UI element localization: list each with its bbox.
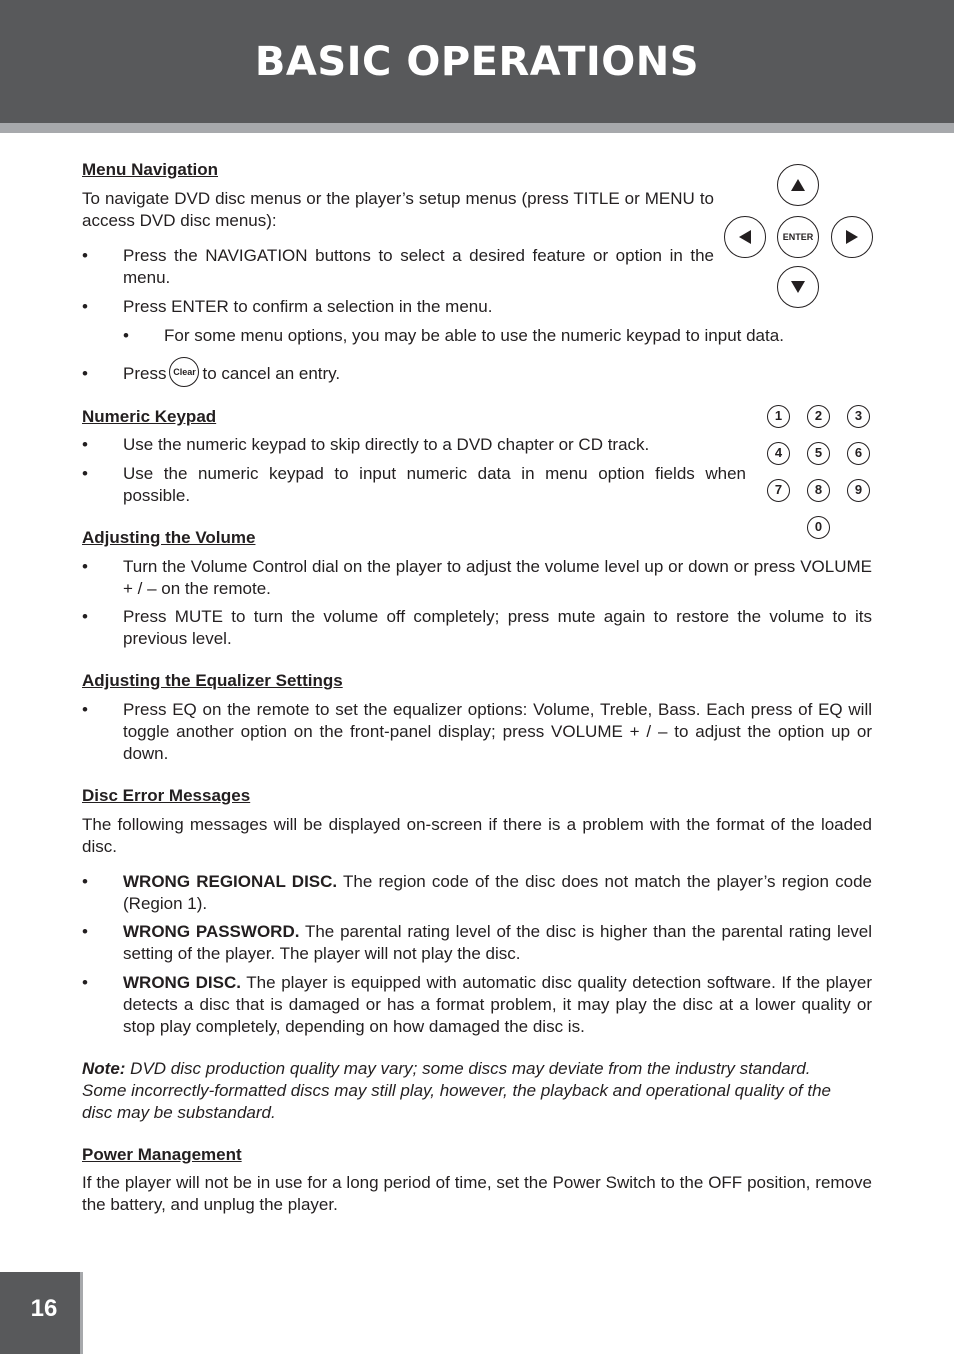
down-arrow-glyph <box>791 281 805 293</box>
eq-bullet-1-text: Press EQ on the remote to set the equalizer options: Volume, Treble, Bass. Each press of EQ will toggle another option on the front-panel display; press VOLUME + / – to adjust the option up or down. <box>123 700 872 763</box>
cancel-text: to cancel an entry. <box>202 364 341 383</box>
keypad-bullet-1-text: Use the numeric keypad to skip directly to a DVD chapter or CD track. <box>123 435 650 454</box>
heading-menu-navigation: Menu Navigation <box>82 160 219 179</box>
bullet-dot: • <box>82 700 88 719</box>
volume-bullet-2-text: Press MUTE to turn the volume off completely; press mute again to restore the volume to its previous level. <box>123 607 872 648</box>
key-9-icon: 9 <box>847 479 870 502</box>
menu-intro: To navigate DVD disc menus or the player’s setup menus (press TITLE or MENU to access DVD disc menus): <box>82 189 714 230</box>
press-word: Press <box>123 364 167 383</box>
error-1-label: WRONG REGIONAL DISC. <box>123 872 338 891</box>
note-label: Note: <box>82 1059 126 1078</box>
left-arrow-glyph <box>739 230 751 244</box>
volume-bullet-1-text: Turn the Volume Control dial on the player to adjust the volume level up or down or press VOLUME + / – on the remote. <box>123 557 872 598</box>
key-2-icon: 2 <box>807 405 830 428</box>
bullet-dot: • <box>82 922 88 941</box>
errors-intro: The following messages will be displayed on-screen if there is a problem with the format of the loaded disc. <box>82 815 872 856</box>
key-3-icon: 3 <box>847 405 870 428</box>
error-3-label: WRONG DISC. <box>123 973 241 992</box>
page-number: 16 <box>30 1295 58 1322</box>
bullet-dot: • <box>82 973 88 992</box>
error-2-label: WRONG PASSWORD. <box>123 922 300 941</box>
key-8-icon: 8 <box>807 479 830 502</box>
bullet-dot: • <box>82 246 88 265</box>
page-title: BASIC OPERATIONS <box>254 39 700 85</box>
note-paragraph <box>82 1058 842 1124</box>
bullet-dot: • <box>82 364 88 383</box>
note-text: DVD disc production quality may vary; some discs may deviate from the industry standard. Some incorrectly-formatted discs may still play, however, the playback and operational quality of the disc may be substandard. <box>82 1059 831 1122</box>
error-3-desc: The player is equipped with automatic disc quality detection software. If the player detects a disc that is damaged or has a format problem, it may play the disc at a lower quality or stop play completely, depending on how damaged the disc is. <box>123 973 872 1036</box>
bullet-dot: • <box>82 464 88 483</box>
bullet-dot: • <box>123 326 129 345</box>
key-4-icon: 4 <box>767 442 790 465</box>
error-bullet-1-text <box>123 871 872 915</box>
right-arrow-icon <box>831 216 873 258</box>
key-0-icon: 0 <box>807 516 830 539</box>
bullet-dot: • <box>82 435 88 454</box>
error-1-desc: The region code of the disc does not match the player’s region code (Region 1). <box>123 872 872 913</box>
error-bullet-2-text <box>123 921 872 965</box>
heading-power-management: Power Management <box>82 1145 242 1164</box>
keypad-bullet-2-text: Use the numeric keypad to input numeric data in menu option fields when possible. <box>123 464 746 505</box>
heading-equalizer-settings: Adjusting the Equalizer Settings <box>82 671 343 690</box>
enter-button-icon: ENTER <box>777 216 819 258</box>
left-arrow-icon <box>724 216 766 258</box>
error-bullet-3-text <box>123 972 872 1038</box>
right-arrow-glyph <box>846 230 858 244</box>
header-stripe <box>0 123 954 133</box>
down-arrow-icon <box>777 266 819 308</box>
clear-button-icon: Clear <box>169 357 199 387</box>
heading-adjusting-volume: Adjusting the Volume <box>82 528 256 547</box>
bullet-dot: • <box>82 297 88 316</box>
key-7-icon: 7 <box>767 479 790 502</box>
power-text: If the player will not be in use for a long period of time, set the Power Switch to the OFF position, remove the battery, and unplug the player. <box>82 1173 872 1214</box>
menu-bullet-1-text: Press the NAVIGATION buttons to select a desired feature or option in the menu. <box>123 246 714 287</box>
heading-disc-error-messages: Disc Error Messages <box>82 786 251 805</box>
up-arrow-glyph <box>791 179 805 191</box>
key-5-icon: 5 <box>807 442 830 465</box>
key-1-icon: 1 <box>767 405 790 428</box>
menu-sub-bullet-text: For some menu options, you may be able to use the numeric keypad to input data. <box>164 326 784 345</box>
error-2-desc: The parental rating level of the disc is higher than the parental rating level setting of the player. The player will not play the disc. <box>123 922 872 963</box>
menu-bullet-3-text <box>123 363 723 393</box>
up-arrow-icon <box>777 164 819 206</box>
bullet-dot: • <box>82 607 88 626</box>
bullet-dot: • <box>82 557 88 576</box>
bullet-dot: • <box>82 872 88 891</box>
heading-numeric-keypad: Numeric Keypad <box>82 407 217 426</box>
key-6-icon: 6 <box>847 442 870 465</box>
menu-bullet-2-text: Press ENTER to confirm a selection in the menu. <box>123 297 493 316</box>
